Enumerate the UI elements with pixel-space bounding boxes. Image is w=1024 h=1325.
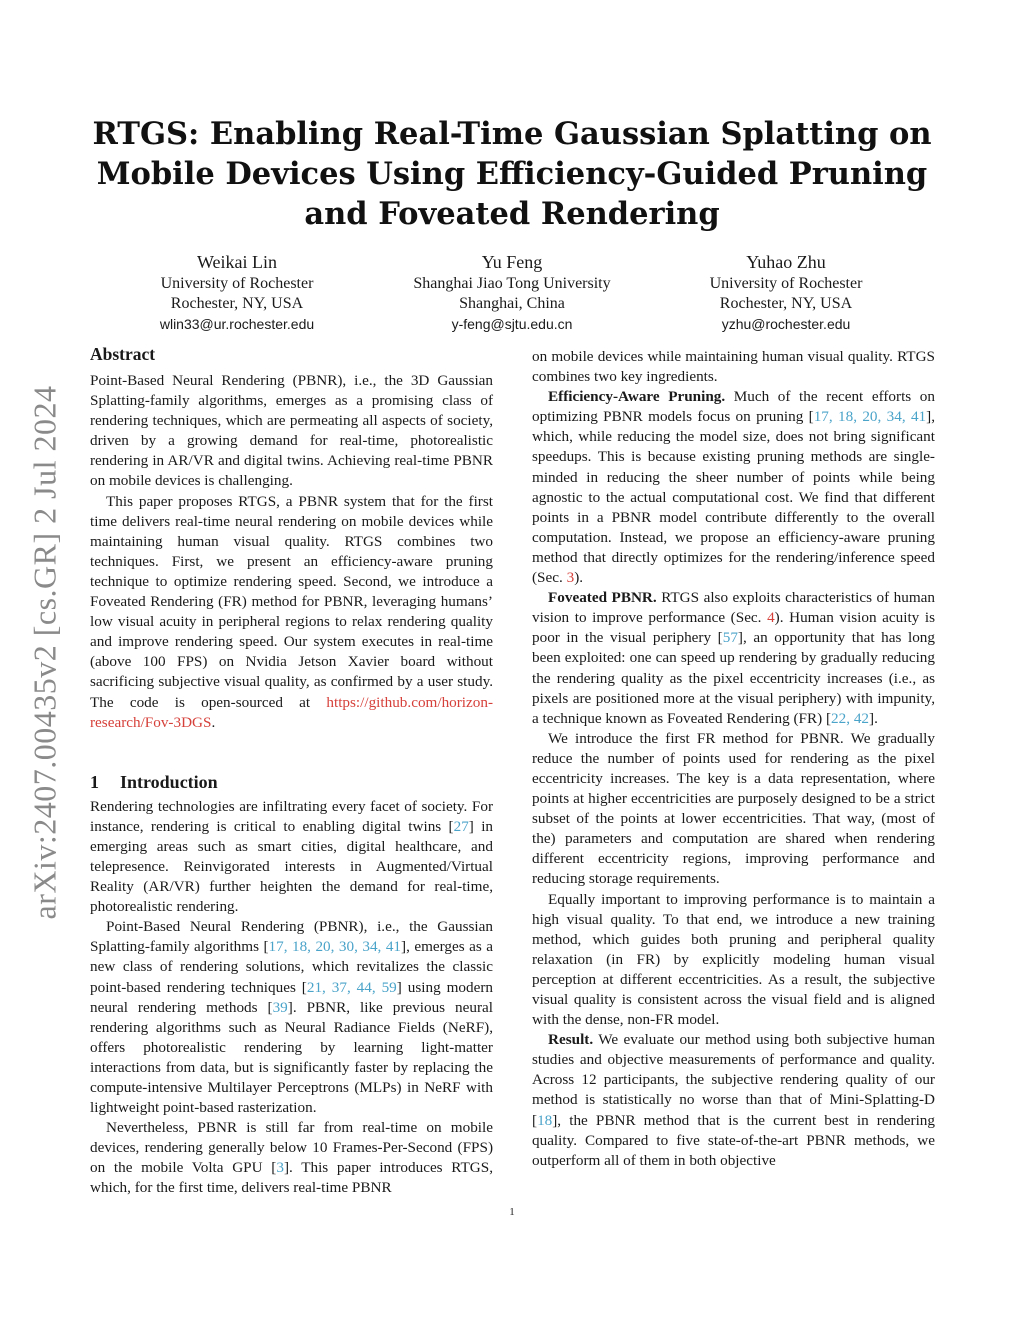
intro-paragraph: [90, 797, 493, 918]
body-text: ].: [869, 709, 878, 727]
body-text: ], emerges as a new class of rendering solutions, which revitalizes the classic point-based rendering techniques [: [90, 938, 494, 996]
body-paragraph: [532, 588, 935, 729]
arxiv-identifier-stamp: [22, 372, 68, 932]
body-text: ], which, while reducing the model size, does not bring significant speedups. This is because existing pruning methods are single-minded in reducing the sheer number of points while being agnostic to the actual computational cost. We find that different points in a PBNR model contribute differently to the overall computation. Instead, we propose an efficiency-aware pruning method that directly optimizes for the rendering/inference speed (Sec.: [532, 408, 935, 587]
body-paragraph: on mobile devices while maintaining human visual quality. RTGS combines two key ingredients.: [532, 348, 935, 386]
author-email: wlin33@ur.rochester.edu: [159, 316, 315, 332]
paragraph-run-in-heading: Result.: [548, 1031, 594, 1049]
body-paragraph: [532, 387, 935, 588]
author-email: yzhu@rochester.edu: [721, 316, 851, 332]
body-paragraph: [532, 1030, 935, 1171]
citation-link[interactable]: 39: [272, 998, 288, 1016]
author-name: Yu Feng: [481, 252, 543, 272]
arxiv-stamp-text: arXiv:2407.00435v2 [cs.GR] 2 Jul 2024: [26, 384, 63, 920]
body-text: RTGS also exploits characteristics of human vision to improve performance (Sec.: [532, 589, 935, 627]
body-text: ). Human vision acuity is poor in the visual periphery [: [532, 609, 936, 647]
page-number: 1: [509, 1206, 515, 1218]
paragraph-run-in-heading: Foveated PBNR.: [548, 589, 657, 607]
body-text: ] using modern neural rendering methods [: [90, 978, 493, 1016]
body-text: Much of the recent efforts on optimizing PBNR models focus on pruning [: [532, 388, 935, 426]
citation-link[interactable]: 17, 18, 20, 34, 41: [813, 408, 927, 426]
section-number: 1: [90, 771, 99, 792]
author-affiliation: University of Rochester: [709, 275, 863, 292]
right-column: [532, 347, 935, 1171]
punctuation: .: [211, 713, 216, 731]
body-text: ], the PBNR method that is the current best in rendering quality. Compared to five state-of-the-art PBNR methods, we outperform all of them in both objective: [532, 1111, 935, 1169]
author-name: Weikai Lin: [196, 252, 278, 272]
citation-link[interactable]: 3: [276, 1159, 284, 1177]
body-text: ], an opportunity that has long been exploited: one can speed up rendering by gradually reducing the rendering quality as the pixel eccentricity increases (i.e., as pixels are positioned more at the visual periphery) with impunity, a technique known as Foveated Rendering (FR) [: [532, 629, 935, 727]
body-paragraph: Equally important to improving performance is to maintain a high visual quality. To that end, we introduce a new training method, which guides both pruning and peripheral quality relaxation (in FR) by explicitly modeling human visual perception at different eccentricities. As a result, the subjective visual quality is consistent across the visual field and is aligned with the dense, non-FR model.: [532, 890, 935, 1029]
paper-title: RTGS: Enabling Real-Time Gaussian Splatting on Mobile Devices Using Efficiency-Guided Pruning and Foveated Rendering: [92, 116, 932, 232]
section-heading-introduction: [90, 771, 493, 793]
author-affiliation: University of Rochester: [160, 275, 314, 292]
citation-link[interactable]: 57: [722, 629, 738, 647]
abstract-paragraph: [90, 492, 493, 733]
author-location: Rochester, NY, USA: [719, 295, 853, 312]
section-title: Introduction: [120, 771, 218, 792]
body-text: Point-Based Neural Rendering (PBNR), i.e., the Gaussian Splatting-family algorithms [: [90, 918, 493, 956]
paragraph-run-in-heading: Efficiency-Aware Pruning.: [548, 388, 726, 406]
body-paragraph: We introduce the first FR method for PBNR. We gradually reduce the number of points used for rendering as the pixel eccentricity increases. The key is a data representation, where points at higher eccentricities are purposely designed to be a strict subset of the points at lower eccentricities. That way, (most of the) parameters and computation are shared when rendering different eccentricity regions, improving performance and reducing storage requirements.: [532, 729, 935, 888]
body-text: Nevertheless, PBNR is still far from real-time on mobile devices, rendering generally below 10 Frames-Per-Second (FPS) on the mobile Volta GPU [: [90, 1119, 493, 1177]
author-affiliation: Shanghai Jiao Tong University: [413, 275, 611, 292]
body-text: Rendering technologies are infiltrating every facet of society. For instance, rendering is critical to enabling digital twins [: [90, 797, 493, 835]
section-reference-link[interactable]: 3: [566, 569, 575, 587]
abstract-heading: Abstract: [90, 344, 156, 364]
body-text: We evaluate our method using both subjective human studies and objective measurements of performance and quality. Across 12 participants, the subjective rendering quality of our method is statistically no worse than that of Mini-Splatting-D [: [532, 1031, 935, 1129]
author-block: [656, 250, 916, 334]
abstract-text: This paper proposes RTGS, a PBNR system that for the first time delivers real-time neural rendering on mobile devices while maintaining human visual quality. RTGS combines two techniques. First, we present an efficiency-aware pruning technique to optimize rendering speed. Second, we introduce a Foveated Rendering (FR) method for PBNR, leveraging humans’ low visual acuity in peripheral regions to relax rendering quality and improve rendering speed. Our system executes in real-time (above 100 FPS) on Nvidia Jetson Xavier board without sacrificing subjective visual quality, as confirmed by a user study. The code is open-sourced at: [90, 492, 493, 711]
body-text: ]. PBNR, like previous neural rendering algorithms such as Neural Radiance Fields (NeRF), offers photorealistic rendering by learning light-matter interactions from data, but is significantly faster by replacing the compute-intensive Multilayer Perceptrons (MLPs) in NeRF with lightweight point-based rasterization.: [90, 998, 493, 1117]
intro-paragraph: [90, 917, 493, 1118]
citation-link[interactable]: 17, 18, 20, 30, 34, 41: [268, 938, 402, 956]
intro-paragraph: [90, 1118, 493, 1198]
author-location: Rochester, NY, USA: [170, 295, 304, 312]
author-location: Shanghai, China: [459, 295, 565, 312]
author-name: Yuhao Zhu: [746, 252, 826, 272]
citation-link[interactable]: 18: [537, 1111, 553, 1129]
author-block: [107, 250, 367, 334]
body-text: ] in emerging areas such as smart cities, digital healthcare, and telepresence. Reinvigorated interests in Augmented/Virtual Reality (AR/VR) further heighten the demand for real-time, photorealistic rendering.: [90, 817, 494, 916]
body-text: ).: [574, 569, 584, 587]
abstract-paragraph: Point-Based Neural Rendering (PBNR), i.e., the 3D Gaussian Splatting-family algorithms, emerges as a promising class of rendering techniques, which are permeating all aspects of society, driven by a growing demand for real-time, photorealistic rendering in AR/VR and digital twins. Achieving real-time PBNR on mobile devices is challenging.: [90, 372, 493, 490]
left-column: [90, 343, 493, 1199]
code-repository-link[interactable]: https://github.com/horizon-research/Fov-3DGS: [90, 693, 494, 731]
body-text: ]. This paper introduces RTGS, which, for the first time, delivers real-time PBNR: [90, 1159, 493, 1197]
citation-link[interactable]: 22, 42: [831, 709, 870, 727]
citation-link[interactable]: 27: [453, 817, 469, 835]
author-email: y-feng@sjtu.edu.cn: [451, 316, 573, 332]
author-block: [382, 250, 642, 334]
section-reference-link[interactable]: 4: [767, 609, 775, 627]
citation-link[interactable]: 21, 37, 44, 59: [306, 978, 397, 996]
